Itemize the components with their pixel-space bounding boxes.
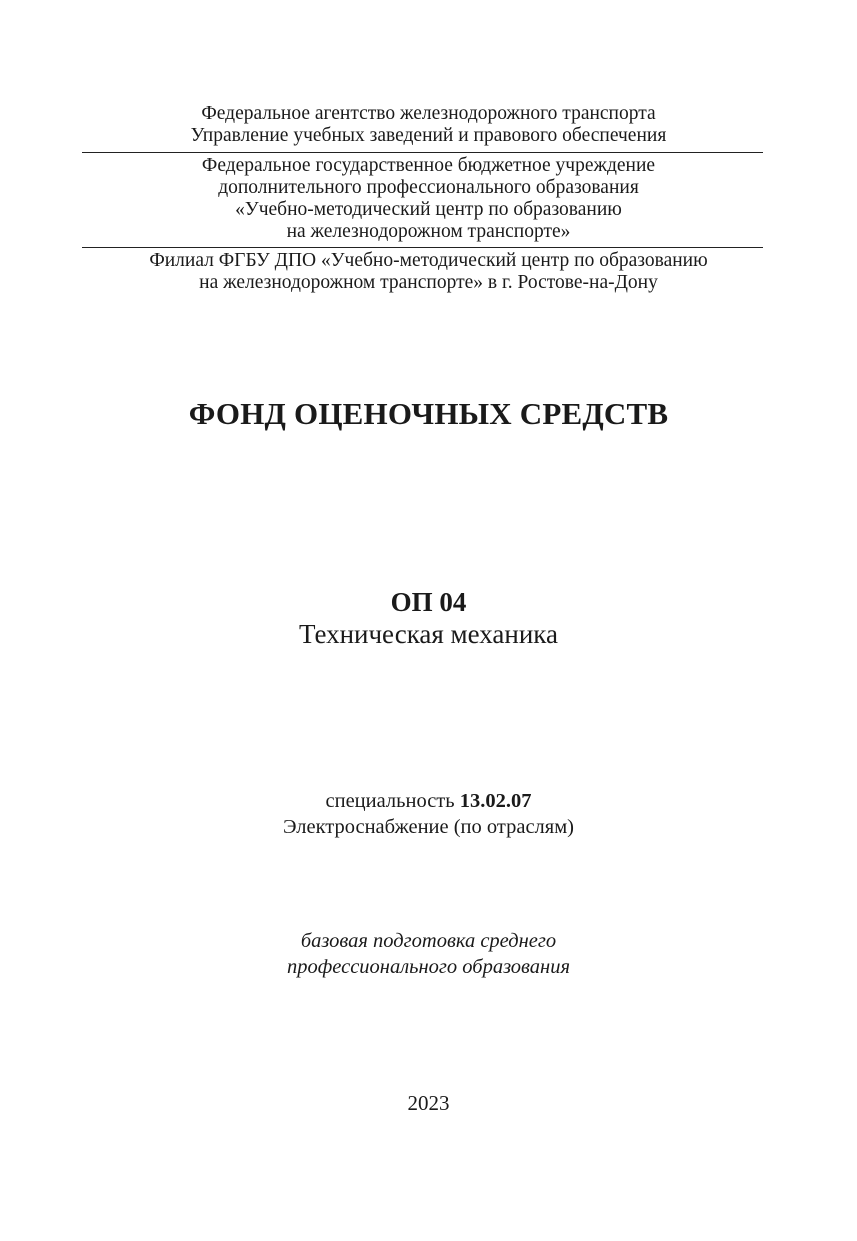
education-level-line: базовая подготовка среднего: [300, 930, 557, 952]
header-divider: [82, 247, 763, 248]
specialty-line: [0, 788, 857, 814]
specialty-block: [0, 788, 857, 840]
education-level-line: профессионального образования: [286, 956, 571, 978]
discipline-name: Техническая механика: [298, 619, 558, 649]
discipline-block: [0, 586, 857, 650]
institution-line: Федеральное государственное бюджетное учреждение: [201, 155, 656, 176]
agency-block: [0, 103, 857, 147]
specialty-code: 13.02.07: [459, 790, 532, 812]
discipline-code: ОП 04: [390, 587, 467, 617]
education-level-block: [0, 928, 857, 980]
branch-line: на железнодорожном транспорте» в г. Ростове-на-Дону: [199, 272, 658, 293]
branch-line: Филиал ФГБУ ДПО «Учебно-методический центр по образованию: [149, 250, 708, 271]
specialty-prefix: специальность: [325, 790, 460, 812]
institution-line: на железнодорожном транспорте»: [286, 221, 571, 242]
specialty-name: Электроснабжение (по отраслям): [282, 816, 574, 838]
header-divider: [82, 152, 763, 153]
institution-line: «Учебно-методический центр по образованию: [235, 199, 622, 220]
document-title: ФОНД ОЦЕНОЧНЫХ СРЕДСТВ: [188, 396, 669, 431]
agency-line: Федеральное агентство железнодорожного транспорта: [201, 103, 656, 124]
institution-line: дополнительного профессионального образования: [218, 177, 639, 198]
branch-block: [0, 250, 857, 294]
agency-line: Управление учебных заведений и правового обеспечения: [190, 125, 667, 146]
institution-block: [0, 155, 857, 243]
publication-year: 2023: [407, 1091, 450, 1115]
